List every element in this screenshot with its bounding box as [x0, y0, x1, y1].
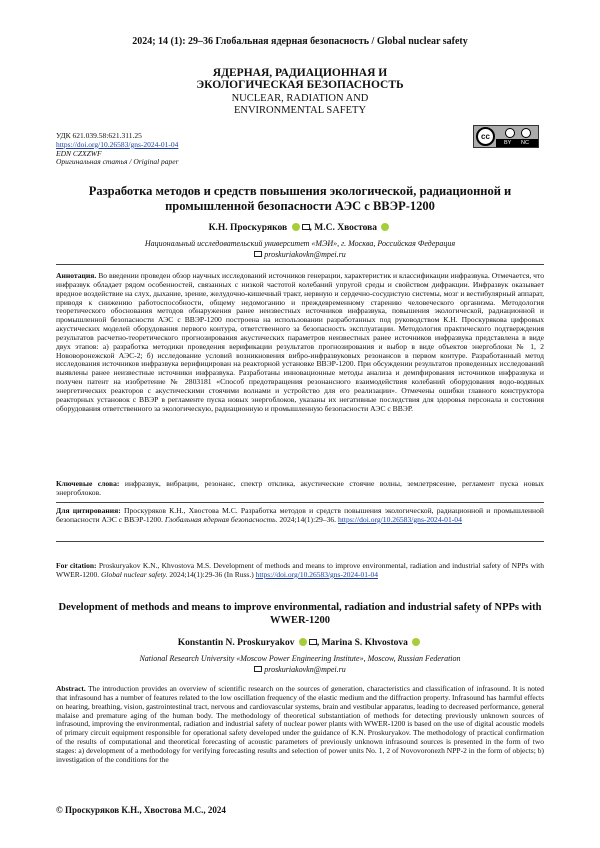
journal-section-ru-line1: ЯДЕРНАЯ, РАДИАЦИОННАЯ И: [0, 67, 600, 79]
journal-section-en-line2: ENVIRONMENTAL SAFETY: [0, 105, 600, 117]
author-2: Marina S. Khvostova: [322, 638, 408, 648]
article-title-en: Development of methods and means to improve environmental, radiation and industrial safety of NPPs with WWER-1200: [56, 601, 544, 627]
citation-tail: 2024;14(1):29–36.: [279, 515, 336, 524]
citation-ru: [56, 507, 544, 525]
affiliation-en: National Research University «Moscow Power Engineering Institute», Moscow, Russian Federation: [0, 654, 600, 663]
orcid-icon[interactable]: [292, 223, 300, 231]
running-header: 2024; 14 (1): 29–36 Глобальная ядерная безопасность / Global nuclear safety: [0, 36, 600, 47]
cc-by-label: BY: [504, 139, 511, 147]
email-address[interactable]: proskuriakovkn@mpei.ru: [264, 250, 346, 259]
citation-doi-link[interactable]: https://doi.org/10.26583/gns-2024-01-04: [256, 570, 378, 579]
email-line-ru: [0, 250, 600, 259]
keywords-ru: [56, 480, 544, 498]
citation-journal: Глобальная ядерная безопасность.: [165, 515, 278, 524]
citation-text: Proskuryakov K.N., Khvostova M.S. Development of methods and means to improve environmental, radiation and industrial safety of NPPs with WWER-1200.: [56, 561, 544, 579]
cc-license-badge[interactable]: [473, 125, 539, 148]
email-icon: [254, 666, 262, 672]
person-icon: [505, 128, 515, 138]
authors-en: [0, 638, 600, 648]
article-type: Оригинальная статья / Original paper: [56, 158, 179, 167]
affiliation-ru: Национальный исследовательский университет «МЭИ», г. Москва, Российская Федерация: [0, 239, 600, 248]
author-1: К.Н. Проскуряков: [209, 223, 288, 233]
edn: EDN CZXZWF: [56, 150, 179, 159]
citation-journal: Global nuclear safety.: [101, 570, 167, 579]
orcid-icon[interactable]: [412, 638, 420, 646]
abstract-ru: [56, 272, 544, 414]
email-icon: [254, 251, 262, 257]
abstract-label: Abstract.: [56, 684, 86, 693]
copyright-footer: © Проскуряков К.Н., Хвостова М.С., 2024: [56, 805, 226, 815]
citation-label: Для цитирования:: [56, 506, 121, 515]
abstract-label: Аннотация.: [56, 271, 96, 280]
citation-en: [56, 562, 544, 580]
no-dollar-icon: [521, 128, 531, 138]
citation-label: For citation:: [56, 561, 97, 570]
journal-section-en: [0, 93, 600, 116]
journal-section-ru: [0, 67, 600, 91]
author-separator: ,: [310, 223, 315, 233]
citation-text: Проскуряков К.Н., Хвостова М.С. Разработка методов и средств повышения экологической, радиационной и промышленной безопасности АЭС с ВВЭР-1200.: [56, 506, 544, 524]
author-separator: ,: [317, 638, 322, 648]
abstract-text: Во введении проведен обзор научных исследований источников генерации, характеристик и классификации инфразвука. Отмечается, что инфразвук обладает рядом особенностей, связанных с низкой частотой колебаний упругой среды и свойством дифракции. Инфразвук оказывает вредное воздействие на слух, дыхание, зрение, желудочно-кишечный тракт, нервную и сердечно-сосудистую системы, мозг и вестибулярный аппарат, приводя к снижению работоспособности, общему недомоганию и преждевременному старению человеческого организма. Методология теоретического обоснования методов обнаружения ранее неизвестных источников инфразвука, повышения экологической, радиационной и промышленной безопасности АЭС с ВВЭР-1200 построена на использовании разработанных под руководством К.Н. Проскурякова цифровых акустических моделей оборудования первого контура, ответственного за безопасность эксплуатации. Методология практического подтверждения результатов расчетно-теоретического прогнозирования акустических параметров неизвестных ранее источников инфразвука представлена в виде двух этапов: а) разработка методики проведения верификации результатов прогнозирования и выбор в виде объектов энергоблоки № 1, 2 Нововоронежской АЭС-2; б) исследование условий возникновения вибро-инфразвуковых резонансов в первом контуре. Разработанный метод исследования источников инфразвука верифицирован на реакторной установке ВВЭР-1200. При обсуждении результатов проведенных исследований выявлены ранее неизвестные источники инфразвука. Разработаны инновационные методы анализа и демпфирования источников инфразвука и получен патент на изобретение № 2803181 «Способ предотвращения резонансного взаимодействия колебаний оборудования водо-водяных энергетических реакторов с акустическими стоячими волнами и устройство для его реализации». Отмечены ошибки главного конструктора реакторных установок с ВВЭР в регламенте пуска новых энергоблоков, указаны их негативные последствия для здоровья персонала и состояния оборудования ответственного за экологическую, радиационную и промышленную безопасности АЭС с ВВЭР.: [56, 271, 544, 413]
author-1: Konstantin N. Proskuryakov: [178, 638, 295, 648]
keywords-label: Ключевые слова:: [56, 479, 119, 488]
cc-icon: cc: [476, 127, 495, 146]
divider: [56, 541, 544, 542]
divider: [56, 264, 544, 265]
abstract-text: The introduction provides an overview of scientific research on the sources of generation, characteristics and classification of infrasound. It is noted that infrasound has a number of features related to the low oscillation frequency of the elastic medium and the diffraction property. Infrasound has harmful effects on hearing, breathing, vision, gastrointestinal tract, nervous and cardiovascular systems, brain and vestibular apparatus, leading to decreased performance, general malaise and premature aging of the human body. The methodology of theoretical substantiation of methods for detecting previously unknown sources of infrasound, improving the environmental, radiation and industrial safety of nuclear power plants with WWER-1200 is based on the use of digital acoustic models of primary circuit equipment responsible for operational safety developed under the guidance of K.N. Proskuryakov. The methodology of practical confirmation of the results of computational and theoretical forecasting of acoustic parameters of previously unknown infrasound sources is presented in the form of two stages: a) development of a methodology for verifying forecasting results and selection of power units No. 1, 2 of Novovoronezh NPP-2 in the form of objects; b) investigation of the conditions for the: [56, 684, 544, 764]
email-address[interactable]: proskuriakovkn@mpei.ru: [264, 665, 346, 674]
divider: [56, 502, 544, 503]
orcid-icon[interactable]: [299, 638, 307, 646]
journal-section-en-line1: NUCLEAR, RADIATION AND: [0, 93, 600, 105]
abstract-en: [56, 685, 544, 765]
citation-tail: 2024;14(1):29-36 (In Russ.): [169, 570, 253, 579]
cc-nc-label: NC: [521, 139, 529, 147]
article-title-ru: Разработка методов и средств повышения экологической, радиационной и промышленной безопасности АЭС с ВВЭР-1200: [60, 184, 540, 214]
author-2: М.С. Хвостова: [314, 223, 377, 233]
email-line-en: [0, 665, 600, 674]
article-meta: [56, 132, 179, 167]
authors-ru: [0, 223, 600, 233]
udk: УДК 621.039.58:621.311.25: [56, 132, 179, 141]
email-icon[interactable]: [302, 224, 310, 230]
citation-doi-link[interactable]: https://doi.org/10.26583/gns-2024-01-04: [338, 515, 462, 524]
doi-link[interactable]: https://doi.org/10.26583/gns-2024-01-04: [56, 140, 178, 149]
keywords-text: инфразвук, вибрации, резонанс, спектр отклика, акустические стоячие волны, землетрясение, регламент пуска новых энергоблоков.: [56, 479, 544, 497]
journal-section-ru-line2: ЭКОЛОГИЧЕСКАЯ БЕЗОПАСНОСТЬ: [0, 79, 600, 91]
orcid-icon[interactable]: [381, 223, 389, 231]
email-icon[interactable]: [309, 639, 317, 645]
